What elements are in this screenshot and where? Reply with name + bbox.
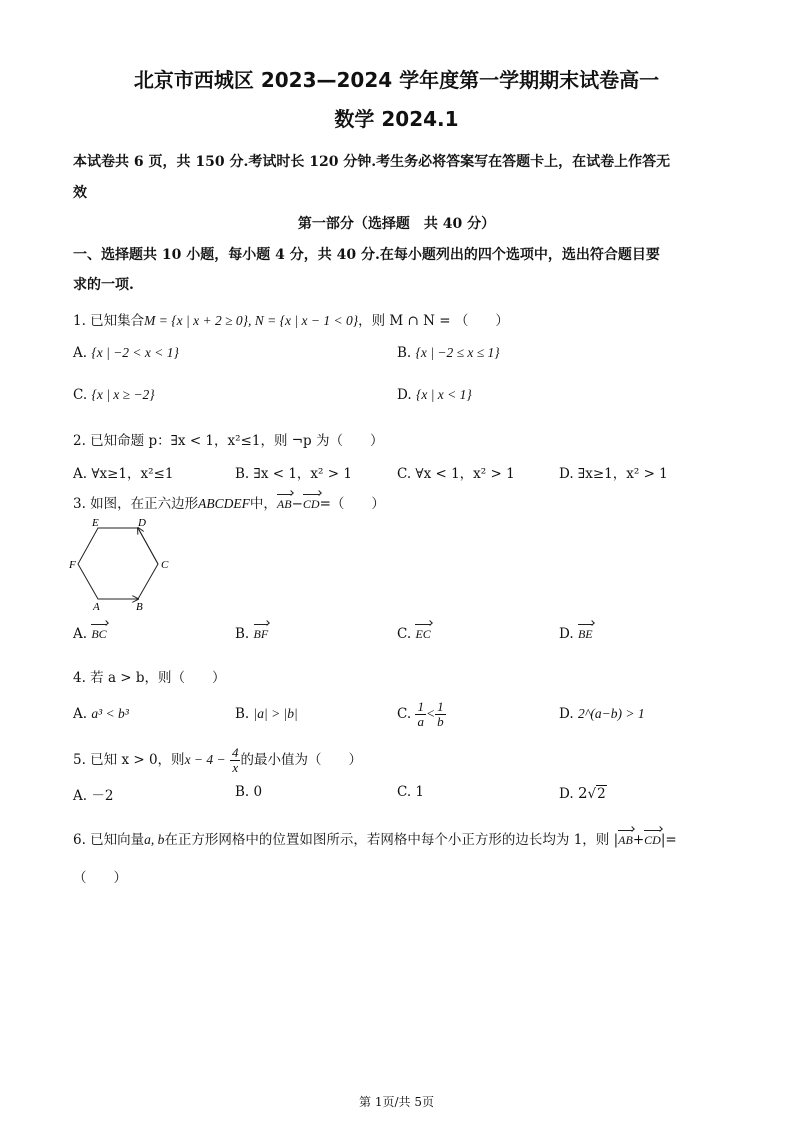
vector-cd-arrow	[138, 528, 158, 564]
q5-option-d: D. 2√2	[559, 784, 606, 802]
q6-answer-paren: （ ）	[73, 870, 127, 886]
q3-hexagon-name: ABCDEF	[198, 496, 250, 511]
q5-option-b: B. 0	[235, 784, 263, 800]
q1-number: 1. 已知集合	[73, 313, 145, 329]
q1-set-m: M = {x | x + 2 ≥ 0}	[144, 313, 249, 328]
q4-c-frac-left: $\frac{1}{a}$	[417, 699, 424, 729]
q1-set-n: , N = {x | x − 1 < 0}	[248, 313, 359, 328]
hexagon-shape	[78, 528, 158, 599]
part1-heading: 第一部分（选择题 共 40 分）	[297, 216, 496, 232]
q5-option-c: C. 1	[397, 784, 425, 800]
q6-vector-cd: CD	[644, 833, 661, 847]
q5-d-radicand: 2	[597, 786, 606, 802]
q1-tail: ，则 M ∩ N = （ ）	[358, 313, 509, 329]
q6-vectors: a, b	[144, 832, 165, 847]
q3-option-d: D. BE	[559, 626, 593, 642]
label-c: C	[161, 559, 169, 571]
q3-vector-ab: AB	[276, 497, 292, 511]
q2-option-d: D. ∃x≥1，x² > 1	[559, 466, 668, 482]
q2-option-c: C. ∀x < 1，x² > 1	[397, 466, 515, 482]
intro-line-2: 效	[73, 185, 87, 201]
label-d: D	[138, 517, 146, 529]
q3-c-vector: EC	[415, 627, 431, 641]
q4-c-frac-right: $\frac{1}{b}$	[437, 699, 444, 729]
q5-fraction: $\frac{4}{x}$	[231, 745, 239, 775]
question-1-stem	[73, 309, 509, 329]
intro-line-1: 本试卷共 6 页，共 150 分.考试时长 120 分钟.考生务必将答案写在答题卡上，在试卷上作答无	[73, 154, 671, 170]
label-b: B	[136, 601, 143, 613]
question-4-stem: 4. 若 a > b，则（ ）	[73, 670, 226, 686]
q1-option-b: B. {x | −2 ≤ x ≤ 1}	[397, 345, 500, 361]
label-a: A	[93, 601, 100, 613]
q3-vector-cd: CD	[302, 497, 320, 511]
q3-option-b: B. BF	[235, 626, 269, 642]
q4-option-d: D. 2^(a−b) > 1	[559, 706, 645, 722]
page-subtitle: 数学 2024.1	[334, 107, 459, 131]
page-footer: 第 1页/共 5页	[359, 1095, 434, 1109]
q3-a-vector: BC	[91, 627, 107, 641]
question-3-stem: 3. 如图，在正六边形ABCDEF中，AB−CD=（ ）	[73, 496, 385, 512]
part1-instruction-1: 一、选择题共 10 小题，每小题 4 分，共 40 分.在每小题列出的四个选项中，选出符合题目要	[73, 247, 660, 263]
q1-option-a: A. {x | −2 < x < 1}	[73, 345, 179, 361]
question-2-stem: 2. 已知命题 p：∃x < 1，x²≤1，则 ¬p 为（ ）	[73, 433, 384, 449]
q3-b-vector: BF	[253, 627, 269, 641]
q1-option-c: C. {x | x ≥ −2}	[73, 387, 155, 403]
q3-option-a: A. BC	[73, 626, 107, 642]
q4-option-a: A. a³ < b³	[73, 706, 129, 722]
q2-option-a: A. ∀x≥1，x²≤1	[73, 466, 174, 482]
question-5-stem: 5. 已知 x > 0，则x − 4 − $\frac{4}{x}$ 的最小值为（ ）	[73, 745, 362, 775]
q5-option-a: A. －2	[73, 788, 114, 804]
question-6-stem: 6. 已知向量a, b在正方形网格中的位置如图所示，若网格中每个小正方形的边长均为 1，则 |AB+CD|=	[73, 832, 677, 848]
q3-d-vector: BE	[577, 627, 593, 641]
page-title: 北京市西城区 2023—2024 学年度第一学期期末试卷高一	[133, 68, 660, 92]
label-f: F	[69, 559, 76, 571]
label-e: E	[92, 517, 99, 529]
hexagon-figure	[68, 514, 178, 614]
q6-vector-ab: AB	[618, 833, 633, 847]
q4-option-c: C. $\frac{1}{a}$ < $\frac{1}{b}$	[397, 699, 444, 729]
q3-option-c: C. EC	[397, 626, 431, 642]
q4-option-b: B. |a| > |b|	[235, 706, 298, 722]
part1-instruction-2: 求的一项.	[73, 277, 134, 293]
q1-option-d: D. {x | x < 1}	[397, 387, 472, 403]
q2-option-b: B. ∃x < 1，x² > 1	[235, 466, 352, 482]
